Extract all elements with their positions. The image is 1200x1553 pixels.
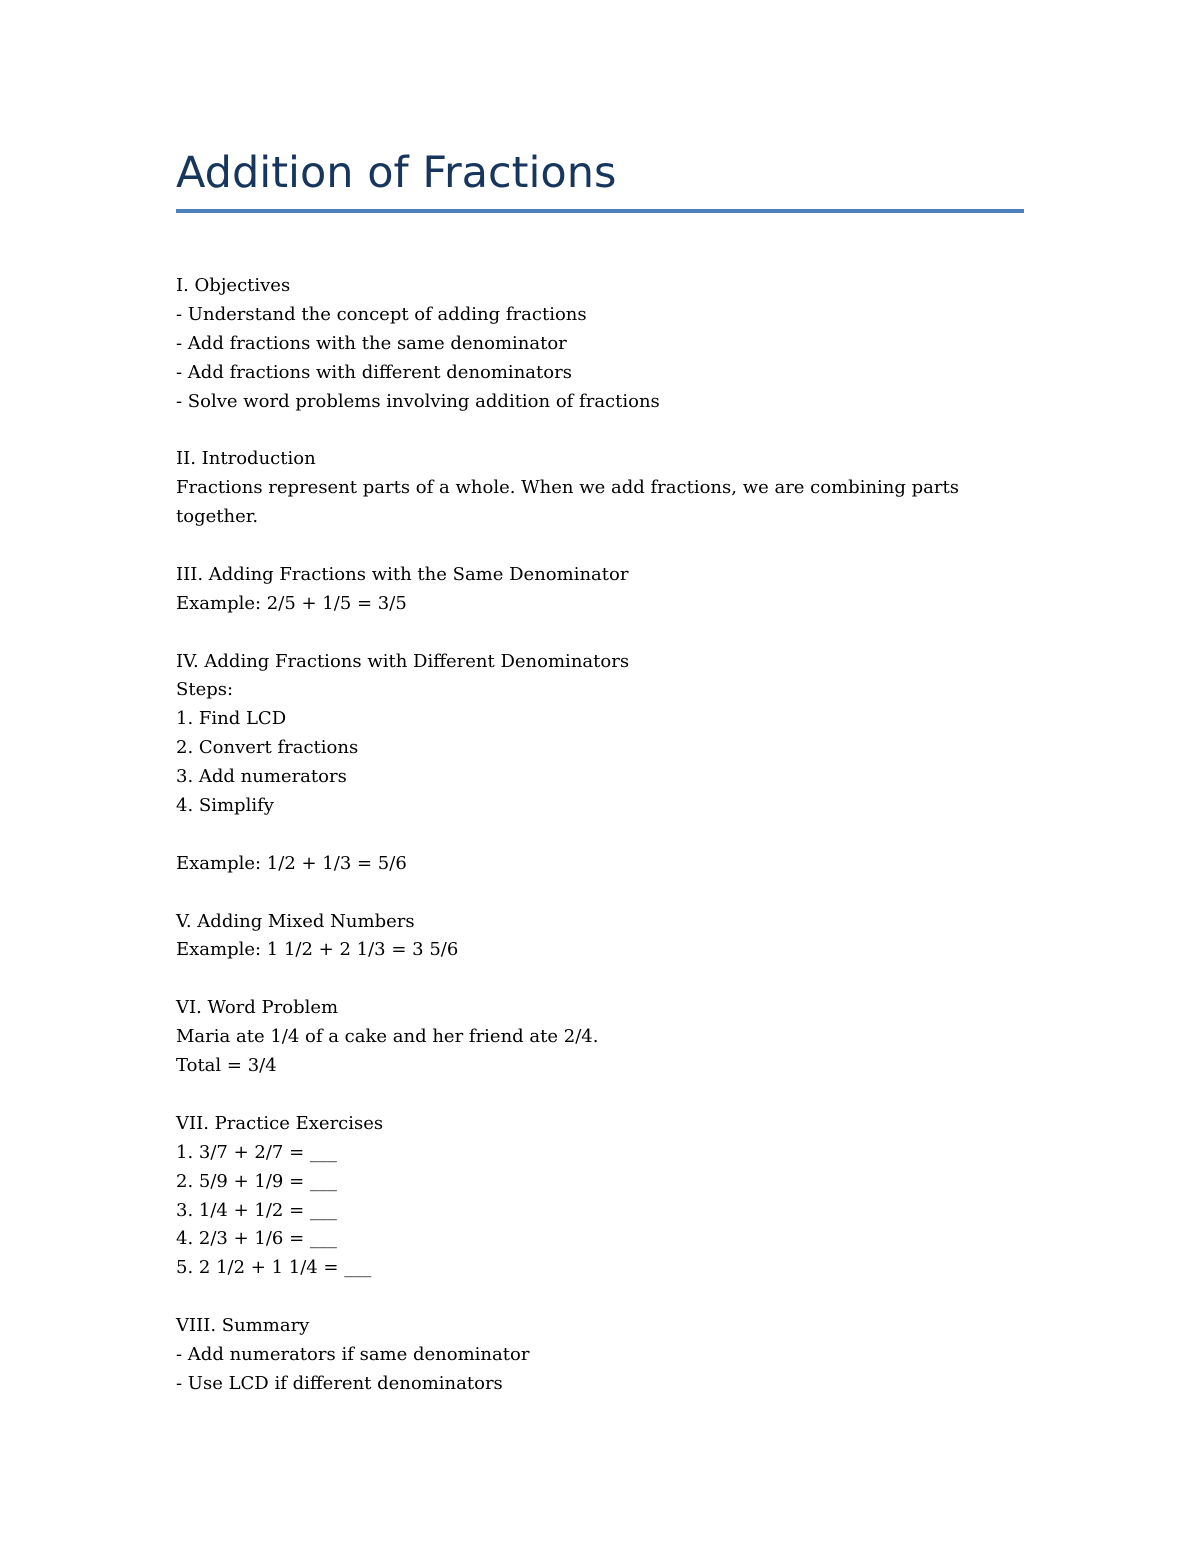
summary-item: - Add numerators if same denominator	[176, 1343, 530, 1365]
step-item: 1. Find LCD	[176, 708, 287, 730]
summary-item: - Use LCD if different denominators	[176, 1372, 503, 1394]
steps-label: Steps:	[176, 679, 234, 701]
paragraph-spacer	[176, 532, 1024, 561]
exercise-item: 1. 3/7 + 2/7 = ___	[176, 1141, 337, 1163]
paragraph-spacer	[176, 879, 1024, 908]
objective-item: - Add fractions with the same denominator	[176, 332, 567, 354]
objective-item: - Understand the concept of adding fractions	[176, 303, 587, 325]
exercise-item: 2. 5/9 + 1/9 = ___	[176, 1170, 337, 1192]
paragraph-line: Total = 3/4	[176, 1055, 277, 1077]
paragraph-spacer	[176, 1081, 1024, 1110]
section-heading-summary: VIII. Summary	[176, 1315, 310, 1337]
section-heading-mixed-numbers: V. Adding Mixed Numbers	[176, 910, 415, 932]
exercise-item: 5. 2 1/2 + 1 1/4 = ___	[176, 1257, 372, 1279]
section-heading-introduction: II. Introduction	[176, 448, 316, 470]
paragraph-line: together.	[176, 506, 259, 528]
example-line: Example: 1/2 + 1/3 = 5/6	[176, 852, 407, 874]
objective-item: - Add fractions with different denominators	[176, 361, 572, 383]
paragraph-spacer	[176, 821, 1024, 850]
section-heading-practice-exercises: VII. Practice Exercises	[176, 1112, 384, 1134]
paragraph-spacer	[176, 965, 1024, 994]
section-heading-same-denominator: III. Adding Fractions with the Same Denominator	[176, 563, 629, 585]
section-heading-word-problem: VI. Word Problem	[176, 997, 339, 1019]
exercise-item: 4. 2/3 + 1/6 = ___	[176, 1228, 337, 1250]
exercise-item: 3. 1/4 + 1/2 = ___	[176, 1199, 337, 1221]
step-item: 2. Convert fractions	[176, 737, 359, 759]
example-line: Example: 1 1/2 + 2 1/3 = 3 5/6	[176, 939, 459, 961]
example-line: Example: 2/5 + 1/5 = 3/5	[176, 592, 407, 614]
objective-item: - Solve word problems involving addition of fractions	[176, 390, 660, 412]
paragraph-line: Fractions represent parts of a whole. When we add fractions, we are combining parts	[176, 477, 959, 499]
paragraph-spacer	[176, 416, 1024, 445]
paragraph-spacer	[176, 1283, 1024, 1312]
step-item: 3. Add numerators	[176, 766, 347, 788]
paragraph-line: Maria ate 1/4 of a cake and her friend ate 2/4.	[176, 1026, 599, 1048]
document-title: Addition of Fractions	[176, 148, 617, 198]
section-heading-different-denominators: IV. Adding Fractions with Different Denominators	[176, 650, 630, 672]
paragraph-spacer	[176, 619, 1024, 648]
document-body	[176, 272, 1024, 1399]
title-underline-rule	[176, 209, 1024, 213]
section-heading-objectives: I. Objectives	[176, 275, 291, 296]
step-item: 4. Simplify	[176, 795, 274, 817]
